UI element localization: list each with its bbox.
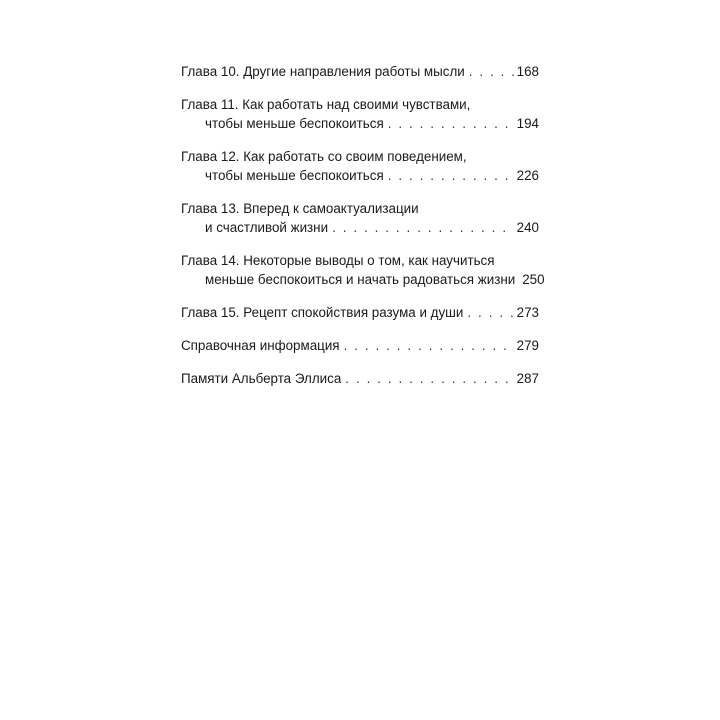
toc-entry-title: Глава 10. Другие направления работы мысли [181,64,465,79]
dot-leader [345,369,513,388]
toc-entry-chapter-11 [181,95,539,133]
toc-entry-reference [181,336,539,355]
toc-page-number: 287 [516,371,539,386]
toc-page-number: 273 [516,305,539,320]
toc-entry-title-continued: меньше беспокоиться и начать радоваться жизни [205,272,516,287]
toc-page-number: 240 [516,220,539,235]
dot-leader [467,303,513,322]
dot-leader [388,166,514,185]
toc-entry-chapter-10 [181,62,539,81]
toc-entry-chapter-13 [181,199,539,237]
toc-entry-title: Глава 14. Некоторые выводы о том, как научиться [181,253,495,268]
toc-entry-title-continued: и счастливой жизни [205,220,329,235]
dot-leader [344,336,514,355]
toc-entry-title: Памяти Альберта Эллиса [181,371,342,386]
toc-entry-chapter-14 [181,251,545,289]
toc-entry-title: Глава 15. Рецепт спокойствия разума и души [181,305,464,320]
toc-entry-title-continued: чтобы меньше беспокоиться [205,168,384,183]
toc-entry-chapter-12 [181,147,539,185]
toc-entry-title: Глава 11. Как работать над своими чувствами, [181,97,471,112]
toc-entry-memorial [181,369,539,388]
toc-entry-chapter-15 [181,303,539,322]
toc-entry-title: Глава 13. Вперед к самоактуализации [181,201,419,216]
toc-page-number: 194 [516,116,539,131]
toc-entry-title: Справочная информация [181,338,340,353]
toc-page-number: 168 [516,64,539,79]
toc-page-number: 226 [516,168,539,183]
dot-leader [388,114,514,133]
toc-entry-title-continued: чтобы меньше беспокоиться [205,116,384,131]
table-of-contents [181,62,545,388]
toc-page-number: 250 [522,272,545,287]
dot-leader [469,62,514,81]
toc-entry-title: Глава 12. Как работать со своим поведением, [181,149,467,164]
dot-leader [332,218,514,237]
toc-page-number: 279 [516,338,539,353]
